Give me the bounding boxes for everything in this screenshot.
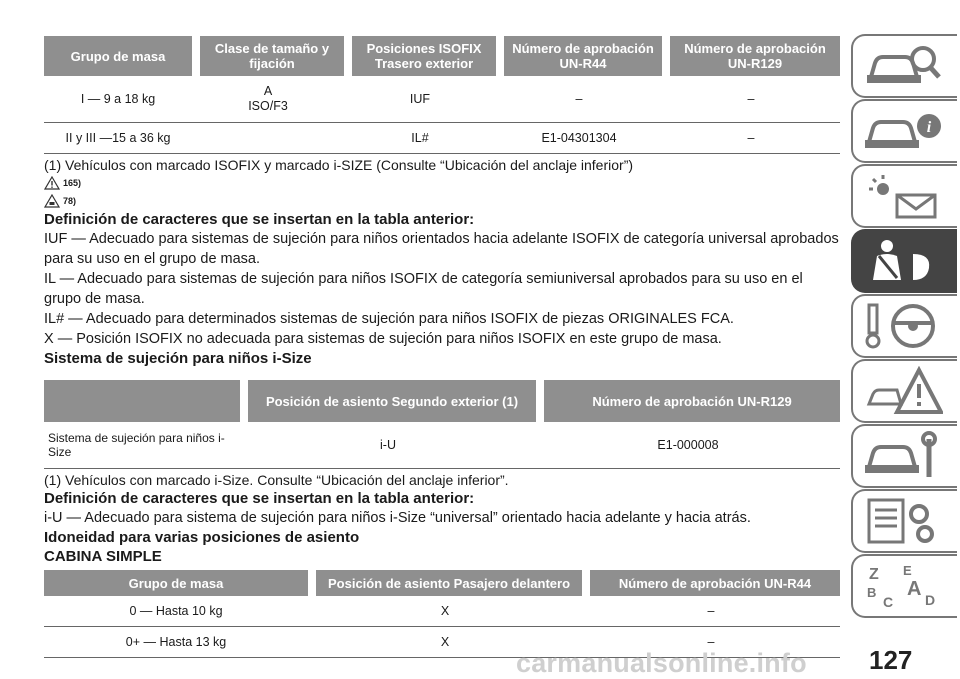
table-row bbox=[44, 123, 840, 154]
table-cell: II y III —15 a 36 kg bbox=[44, 123, 192, 154]
paragraph: IL# — Adecuado para determinados sistemas de sujeción para niños ISOFIX de piezas ORIGINALES FCA. bbox=[44, 311, 734, 327]
table-footnote: (1) Vehículos con marcado ISOFIX y marcado i-SIZE (Consulte “Ubicación del anclaje inferior”) bbox=[44, 157, 634, 173]
section-heading: CABINA SIMPLE bbox=[44, 548, 162, 565]
table-cell: – bbox=[582, 596, 840, 627]
table-cell: IL# bbox=[344, 123, 496, 154]
page-content bbox=[44, 36, 840, 658]
col-header-seat-position: Posición de asiento Segundo exterior (1) bbox=[240, 380, 536, 422]
table-cell: E1-000008 bbox=[536, 422, 840, 469]
col-header-mass-group: Grupo de masa bbox=[44, 570, 308, 596]
table-cell: – bbox=[496, 76, 662, 123]
svg-text:i: i bbox=[926, 119, 932, 136]
tab-index[interactable] bbox=[851, 554, 957, 618]
warning-ref[interactable] bbox=[44, 174, 840, 192]
tab-dashboard[interactable] bbox=[851, 99, 957, 163]
warning-ref[interactable] bbox=[44, 192, 840, 210]
warning-breakdown-icon bbox=[863, 366, 943, 416]
note-triangle-icon bbox=[44, 194, 60, 208]
car-info-icon bbox=[863, 106, 943, 156]
car-wrench-icon bbox=[863, 431, 943, 481]
table-row bbox=[44, 422, 840, 469]
section-heading: Definición de caracteres que se insertan en la tabla anterior: bbox=[44, 490, 475, 507]
col-header-size-class: Clase de tamaño y fijación bbox=[192, 36, 344, 76]
warning-ref-label: 165) bbox=[63, 178, 82, 188]
section-heading: Idoneidad para varias posiciones de asiento bbox=[44, 529, 360, 546]
tab-starting-driving[interactable] bbox=[851, 294, 957, 358]
col-header-isofix-position: Posiciones ISOFIX Trasero exterior bbox=[344, 36, 496, 76]
table-cell: 0+ — Hasta 13 kg bbox=[44, 627, 308, 658]
tab-maintenance[interactable] bbox=[851, 424, 957, 488]
table-cell: – bbox=[662, 76, 840, 123]
tab-know-vehicle[interactable] bbox=[851, 34, 957, 98]
isize-table bbox=[44, 380, 840, 469]
svg-text:B: B bbox=[867, 585, 877, 600]
svg-text:D: D bbox=[925, 592, 936, 608]
warning-ref-label: 78) bbox=[63, 196, 77, 206]
col-header-empty bbox=[44, 380, 240, 422]
car-search-icon bbox=[863, 41, 943, 91]
col-header-un-r44: Número de aprobación UN-R44 bbox=[496, 36, 662, 76]
index-letters-icon bbox=[863, 561, 943, 611]
tab-safety[interactable] bbox=[851, 229, 957, 293]
section-heading: Definición de caracteres que se insertan en la tabla anterior: bbox=[44, 211, 475, 228]
table-cell: E1-04301304 bbox=[496, 123, 662, 154]
dashboard-lights-icon bbox=[863, 171, 943, 221]
chapter-sidebar bbox=[851, 34, 960, 619]
isofix-table bbox=[44, 36, 840, 154]
col-header-un-r129: Número de aprobación UN-R129 bbox=[536, 380, 840, 422]
table-cell: A ISO/F3 bbox=[192, 76, 344, 123]
watermark: carmanualsonline.info bbox=[516, 648, 807, 678]
svg-text:A: A bbox=[907, 578, 922, 600]
seatbelt-airbag-icon bbox=[863, 236, 943, 286]
table-cell: Sistema de sujeción para niños i-Size bbox=[44, 422, 240, 469]
col-header-mass-group: Grupo de masa bbox=[44, 36, 192, 76]
table-cell: – bbox=[662, 123, 840, 154]
table-footnote: (1) Vehículos con marcado i-Size. Consulte “Ubicación del anclaje inferior”. bbox=[44, 472, 509, 488]
table-cell bbox=[192, 123, 344, 154]
paragraph: X — Posición ISOFIX no adecuada para sistemas de sujeción para niños ISOFIX en este grupo de masa. bbox=[44, 331, 722, 347]
svg-text:E: E bbox=[903, 563, 912, 578]
col-header-un-r44: Número de aprobación UN-R44 bbox=[582, 570, 840, 596]
table-cell: i-U bbox=[240, 422, 536, 469]
tab-emergency[interactable] bbox=[851, 359, 957, 423]
col-header-un-r129: Número de aprobación UN-R129 bbox=[662, 36, 840, 76]
paragraph: i-U — Adecuado para sistema de sujeción para niños i-Size “universal” orientado hacia adelante y hacia atrás. bbox=[44, 510, 751, 526]
table-cell: 0 — Hasta 10 kg bbox=[44, 596, 308, 627]
paragraph: IL — Adecuado para sistemas de sujeción para niños ISOFIX de categoría semiuniversal aprobados para su uso en el grupo de masa. bbox=[44, 271, 803, 307]
page-number: 127 bbox=[869, 645, 913, 675]
tab-warning-lights[interactable] bbox=[851, 164, 957, 228]
paragraph: IUF — Adecuado para sistemas de sujeción para niños orientados hacia adelante ISOFIX de categoría universal aprobados para su uso en el grupo de masa. bbox=[44, 231, 839, 267]
svg-text:Z: Z bbox=[869, 566, 879, 583]
table-cell: – bbox=[582, 627, 840, 658]
svg-text:C: C bbox=[883, 594, 894, 610]
key-steering-icon bbox=[863, 301, 943, 351]
table-cell: X bbox=[308, 627, 582, 658]
specs-gear-icon bbox=[863, 496, 943, 546]
table-row bbox=[44, 76, 840, 123]
table-cell: I — 9 a 18 kg bbox=[44, 76, 192, 123]
warning-triangle-icon bbox=[44, 176, 60, 190]
table-cell: X bbox=[308, 596, 582, 627]
table-row bbox=[44, 596, 840, 627]
section-heading: Sistema de sujeción para niños i-Size bbox=[44, 350, 312, 367]
tab-technical-data[interactable] bbox=[851, 489, 957, 553]
single-cab-table bbox=[44, 570, 840, 658]
table-cell: IUF bbox=[344, 76, 496, 123]
col-header-seat-position: Posición de asiento Pasajero delantero bbox=[308, 570, 582, 596]
